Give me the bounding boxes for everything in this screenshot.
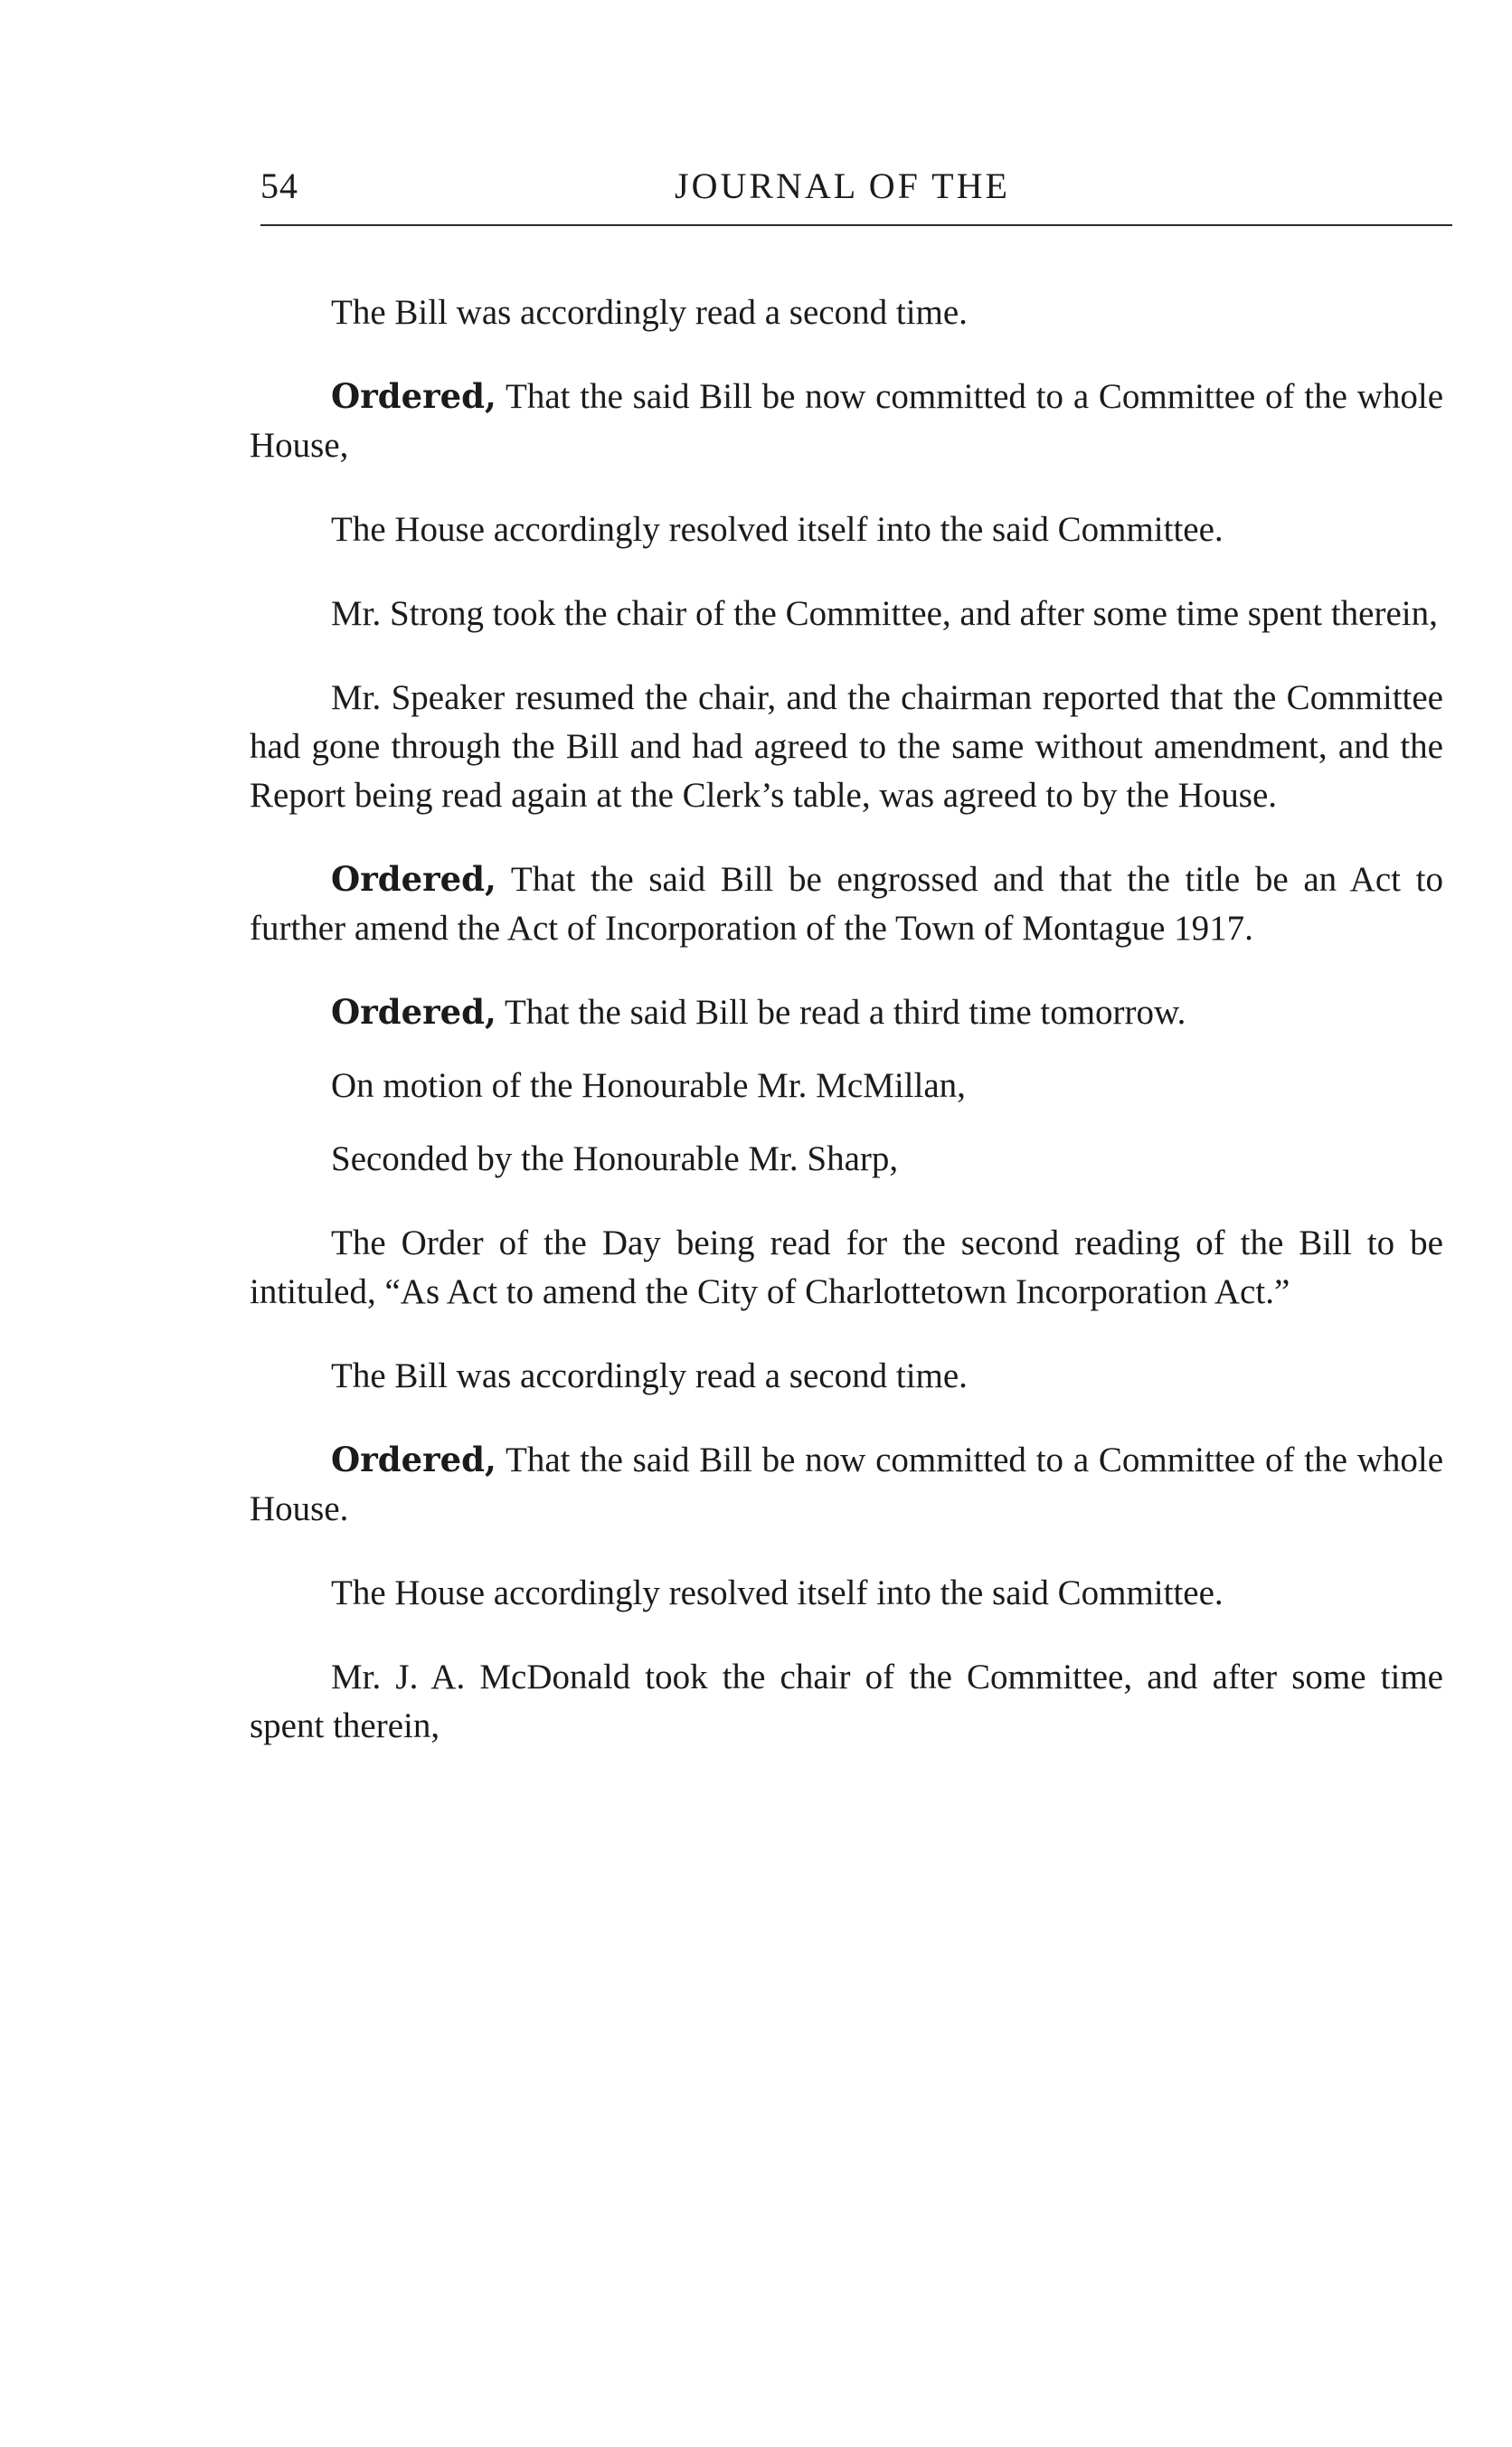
page-number: 54 [260,165,298,206]
paragraph [250,855,1443,953]
paragraph-text: The House accordingly resolved itself into the said Committee. [331,510,1224,549]
paragraph [250,372,1443,470]
paragraph-text: Seconded by the Honourable Mr. Sharp, [331,1139,899,1178]
paragraph [250,1568,1443,1618]
paragraph-lead: Ordered, [331,1440,496,1479]
paragraph-text: Mr. Strong took the chair of the Committee, and after some time spent therein, [331,594,1438,633]
journal-title: JOURNAL OF THE [675,165,1010,206]
paragraph [250,1435,1443,1534]
paragraph [250,589,1443,638]
paragraph-text: That the said Bill be read a third time tomorrow. [496,993,1186,1032]
paragraph [250,1134,1443,1184]
paragraph-lead: Ordered, [331,859,496,899]
header-rule [260,224,1452,226]
running-head [260,165,1452,219]
paragraph-text: The Bill was accordingly read a second time. [331,1356,968,1395]
paragraph [250,505,1443,554]
paragraph [250,1061,1443,1110]
paragraph-text: The House accordingly resolved itself into the said Committee. [331,1573,1224,1612]
paragraph-text: That the said Bill be engrossed and that the title be an Act to further amend the Act of Incorporation of the Town of Montague 1917. [250,860,1443,948]
paragraph [250,1351,1443,1401]
paragraph-lead: Ordered, [331,992,496,1032]
paragraph-text: Mr. J. A. McDonald took the chair of the Committee, and after some time spent therein, [250,1658,1443,1745]
journal-body [250,288,1443,1785]
paragraph-text: The Bill was accordingly read a second time. [331,293,968,332]
paragraph-text: That the said Bill be now committed to a Committee of the whole House, [250,377,1443,465]
paragraph-text: On motion of the Honourable Mr. McMillan, [331,1066,966,1105]
paragraph [250,288,1443,337]
paragraph [250,673,1443,820]
paragraph [250,1652,1443,1751]
paragraph-text: The Order of the Day being read for the second reading of the Bill to be intituled, “As Act to amend the City of Charlottetown Incorporation Act.” [250,1224,1443,1311]
paragraph-text: Mr. Speaker resumed the chair, and the chairman reported that the Committee had gone through the Bill and had agreed to the same without amendment, and the Report being read again at the Clerk’s table, was agreed to by the House. [250,678,1443,815]
paragraph-lead: Ordered, [331,376,496,416]
paragraph-text: That the said Bill be now committed to a Committee of the whole House. [250,1441,1443,1528]
paragraph [250,987,1443,1037]
paragraph [250,1218,1443,1317]
